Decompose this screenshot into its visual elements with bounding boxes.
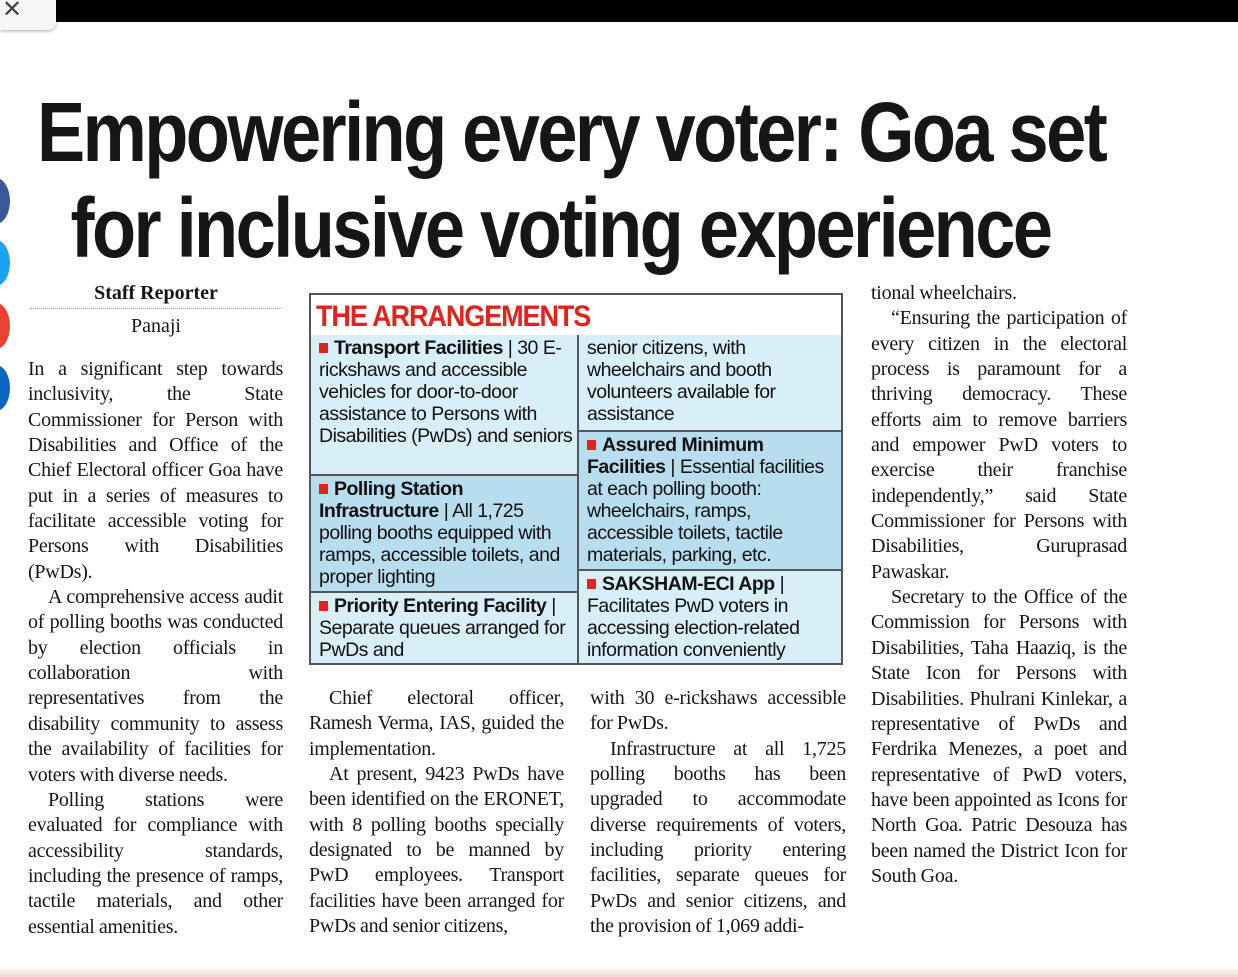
infobox-item-heading: Polling Station Infrastructure xyxy=(319,478,463,522)
linkedin-share-icon[interactable] xyxy=(0,365,10,411)
bullet-icon xyxy=(319,484,328,494)
article-column-3 xyxy=(590,686,846,939)
bullet-icon xyxy=(587,579,596,589)
byline xyxy=(28,282,284,337)
infobox-item-text: | All 1,725 polling booths equipped with ramps, accessible toilets, and proper lighting xyxy=(319,499,560,588)
article-column-4 xyxy=(871,281,1127,889)
article-headline xyxy=(0,84,1106,276)
byline-reporter: Staff Reporter xyxy=(30,282,282,309)
infobox-item-minimum-facilities xyxy=(577,432,841,571)
infobox-item-heading: Transport Facilities xyxy=(334,337,503,359)
close-icon: ✕ xyxy=(2,0,23,23)
infobox-item-priority-entry-continued xyxy=(577,335,841,432)
infobox-item-text: | Facilitates PwD voters in accessing election-related information conveniently xyxy=(587,573,800,661)
article-column-2 xyxy=(309,686,564,939)
infobox-title: THE ARRANGEMENTS xyxy=(316,300,591,333)
paragraph: In a significant step towards inclusivity, the State Commissioner for Person with Disabilities and Office of the Chief Electoral officer Goa have put in a series of measures to facilitate accessible voting for Persons with Disabilities (PwDs). xyxy=(28,358,283,583)
infobox-item-heading: Priority Entering Facility xyxy=(334,595,547,617)
paragraph: A comprehensive access audit of polling booths was conducted by election officials in collaboration with representatives from the disability community to assess the availability of facilities for voters with diverse needs. xyxy=(28,586,283,786)
paragraph: Secretary to the Office of the Commission for Persons with Disabilities, Taha Haaziq, is the State Icon for Persons with Disabilities. Phulrani Kinlekar, a representative of PwDs and Ferdrika Menezes, a poet and representative of PwD voters, have been appointed as Icons for North Goa. Patric Desouza has been named the District Icon for South Goa. xyxy=(871,586,1127,887)
infobox-item-polling-infrastructure xyxy=(311,476,577,593)
headline-line-2: for inclusive voting experience xyxy=(70,181,1051,275)
byline-dateline: Panaji xyxy=(131,315,181,337)
bullet-icon xyxy=(319,343,328,353)
infobox-item-text: | 30 E-rickshaws and accessible vehicles for door-to-door assistance to Persons with Disabilities (PwDs) and seniors xyxy=(319,337,573,447)
paragraph: At present, 9423 PwDs have been identified on the ERONET, with 8 polling booths specially designated to be manned by PwD employees. Transport facilities have been arranged for PwDs and senior citizens, xyxy=(309,763,564,938)
bullet-icon xyxy=(319,601,328,611)
paragraph: Polling stations were evaluated for compliance with accessibility standards, including the presence of ramps, tactile materials, and other essential amenities. xyxy=(28,788,283,938)
email-share-icon[interactable] xyxy=(0,303,10,349)
infobox-item-saksham-app xyxy=(577,571,841,663)
viewer-top-bar xyxy=(0,0,1238,22)
article-column-1 xyxy=(28,357,283,940)
arrangements-infobox xyxy=(309,293,843,665)
infobox-item-heading: Assured Minimum Facilities xyxy=(587,434,764,478)
paragraph: Chief electoral officer, Ramesh Verma, IAS, guided the implementation. xyxy=(309,687,564,760)
paragraph: “Ensuring the participation of every citizen in the electoral process is paramount for a thriving democracy. These efforts aim to remove barriers and empower PwD voters to exercise their franchise independently,” said State Commissioner for Persons with Disabilities, Guruprasad Pawaskar. xyxy=(871,307,1127,583)
infobox-item-text: | Essential facilities at each polling booth: wheelchairs, ramps, accessible toilets, tactile materials, parking, etc. xyxy=(587,455,824,566)
infobox-item-transport xyxy=(311,335,577,476)
bullet-icon xyxy=(587,440,596,450)
paragraph: tional wheelchairs. xyxy=(871,282,1017,304)
infobox-item-priority-entry xyxy=(311,593,577,663)
headline-line-1: Empowering every voter: Goa set xyxy=(36,85,1106,179)
infobox-item-heading: SAKSHAM-ECI App xyxy=(602,573,775,595)
next-article-edge xyxy=(0,966,1238,977)
close-button[interactable] xyxy=(0,0,56,30)
infobox-item-text: | Separate queues arranged for PwDs and xyxy=(319,595,566,661)
infobox-item-text: senior citizens, with wheelchairs and booth volunteers available for assistance xyxy=(587,337,776,425)
paragraph: with 30 e-rickshaws accessible for PwDs. xyxy=(590,687,846,735)
paragraph: Infrastructure at all 1,725 polling booths has been upgraded to accommodate diverse requirements of voters, including priority entering facilities, separate queues for PwDs and senior citizens, and the provision of 1,069 addi- xyxy=(590,737,846,938)
